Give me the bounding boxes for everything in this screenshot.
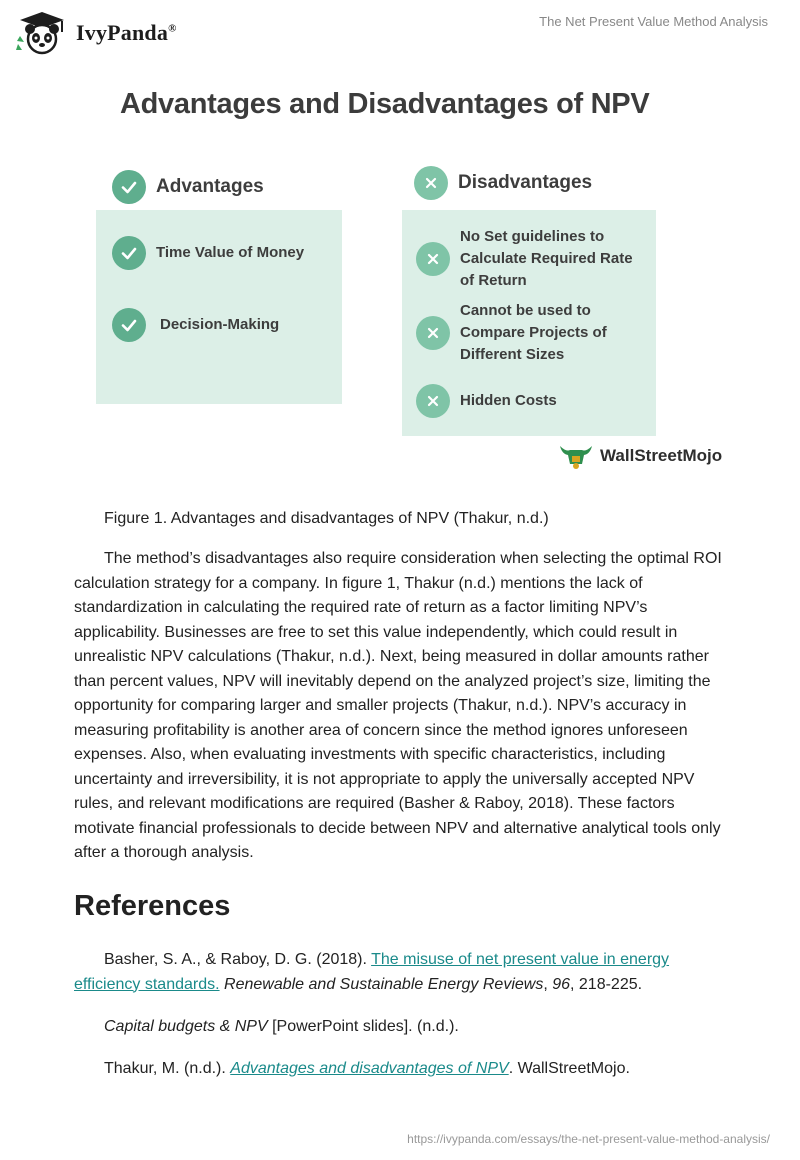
cross-badge-icon <box>416 242 450 276</box>
disadvantage-item: No Set guidelines to Calculate Required Rate of Return <box>416 226 652 292</box>
reference-link[interactable]: The misuse of net present value in energy efficiency standards. <box>74 951 670 993</box>
advantage-item: Decision-Making <box>112 308 279 342</box>
disadvantage-item: Cannot be used to Compare Projects of Different Sizes <box>416 300 652 366</box>
advantage-item: Time Value of Money <box>112 236 304 270</box>
disadvantage-item: Hidden Costs <box>416 384 557 418</box>
cross-badge-icon <box>414 166 448 200</box>
npv-figure <box>72 78 744 478</box>
brand-name: IvyPanda® <box>76 20 177 45</box>
bull-icon <box>556 442 596 470</box>
body-paragraph: The method’s disadvantages also require consideration when selecting the optimal ROI calculation strategy for a company. In figure 1, Thakur (n.d.) mentions the lack of standardization in calculating the required rate of return as a factor limiting NPV’s applicability. Businesses are free to set this value independently, which could result in unrealistic NPV calculations (Thakur, n.d.). Next, being measured in dollar amounts rather than percent values, NPV will inevitably depend on the analyzed project’s size, limiting the opportunity for comparing larger and smaller projects (Thakur, n.d.). NPV’s accuracy in measuring profitability is another area of concern since the method ignores unforeseen expenses. Also, when evaluating investments with specific characteristics, including uncertainty and irreversibility, it is not appropriate to apply the universally accepted NPV rules, and relevant modifications are required (Basher & Raboy, 2018). These factors motivate financial professionals to decide between NPV and alternative analytical tools only after a thorough analysis. <box>74 550 722 861</box>
panda-graduate-icon <box>14 10 70 56</box>
check-badge-icon <box>112 236 146 270</box>
cross-badge-icon <box>416 384 450 418</box>
reference-entry: Basher, S. A., & Raboy, D. G. (2018). The misuse of net present value in energy efficiency standards. Renewable and Sustainable Energy Reviews, 96, 218-225. <box>74 951 670 993</box>
advantages-heading: Advantages <box>112 170 264 204</box>
wallstreetmojo-credit: WallStreetMojo <box>556 442 722 470</box>
references-heading: References <box>74 890 231 922</box>
page-url: https://ivypanda.com/essays/the-net-present-value-method-analysis/ <box>407 1132 770 1146</box>
reference-entry: Capital budgets & NPV [PowerPoint slides]. (n.d.). <box>104 1018 459 1035</box>
reference-link[interactable]: Advantages and disadvantages of NPV <box>230 1060 509 1077</box>
running-title: The Net Present Value Method Analysis <box>539 14 768 29</box>
reference-entry: Thakur, M. (n.d.). Advantages and disadvantages of NPV. WallStreetMojo. <box>104 1060 630 1077</box>
disadvantages-heading: Disadvantages <box>414 166 592 200</box>
figure-title: Advantages and Disadvantages of NPV <box>120 88 650 120</box>
ivypanda-logo[interactable] <box>14 10 177 56</box>
figure-caption: Figure 1. Advantages and disadvantages of NPV (Thakur, n.d.) <box>104 510 549 527</box>
check-badge-icon <box>112 170 146 204</box>
check-badge-icon <box>112 308 146 342</box>
cross-badge-icon <box>416 316 450 350</box>
page-header <box>0 0 800 70</box>
